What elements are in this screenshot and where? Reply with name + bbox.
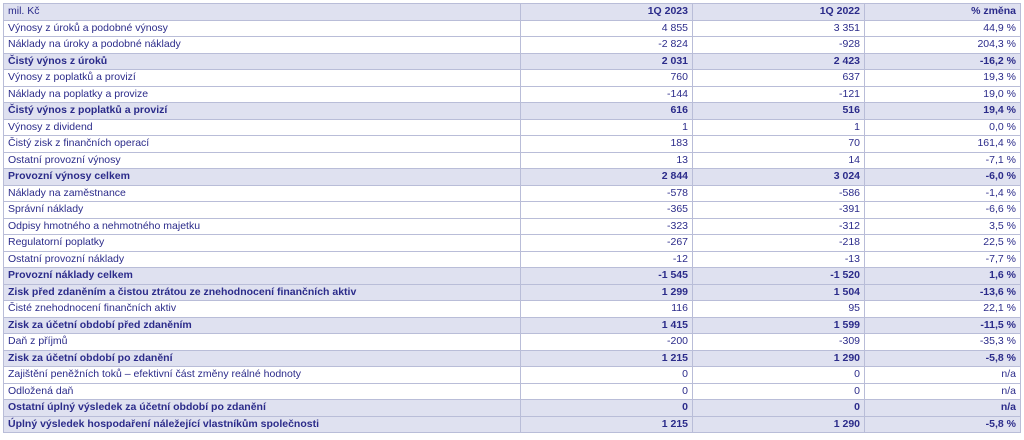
row-value-1q-2022: -121 xyxy=(693,86,865,103)
table-row-subtotal xyxy=(4,53,1021,70)
row-value-1q-2023: 1 215 xyxy=(521,350,693,367)
row-value-1q-2023: -365 xyxy=(521,202,693,219)
row-change-percent: 22,1 % xyxy=(865,301,1021,318)
row-value-1q-2022: 516 xyxy=(693,103,865,120)
row-value-1q-2023: 1 415 xyxy=(521,317,693,334)
row-label: Regulatorní poplatky xyxy=(4,235,521,252)
row-value-1q-2023: -267 xyxy=(521,235,693,252)
row-value-1q-2022: 1 599 xyxy=(693,317,865,334)
table-row xyxy=(4,70,1021,87)
row-value-1q-2023: 116 xyxy=(521,301,693,318)
row-label: Čistý zisk z finančních operací xyxy=(4,136,521,153)
row-change-percent: -5,8 % xyxy=(865,350,1021,367)
row-value-1q-2022: -13 xyxy=(693,251,865,268)
row-change-percent: n/a xyxy=(865,383,1021,400)
row-value-1q-2022: 1 504 xyxy=(693,284,865,301)
row-change-percent: -6,0 % xyxy=(865,169,1021,186)
row-label: Ostatní provozní náklady xyxy=(4,251,521,268)
row-value-1q-2022: -312 xyxy=(693,218,865,235)
row-change-percent: 44,9 % xyxy=(865,20,1021,37)
table-row xyxy=(4,20,1021,37)
row-label: Zisk před zdaněním a čistou ztrátou ze znehodnocení finančních aktiv xyxy=(4,284,521,301)
table-row xyxy=(4,218,1021,235)
table-row xyxy=(4,86,1021,103)
row-label: Provozní náklady celkem xyxy=(4,268,521,285)
table-row-subtotal xyxy=(4,350,1021,367)
row-label: Provozní výnosy celkem xyxy=(4,169,521,186)
table-row xyxy=(4,301,1021,318)
row-change-percent: -1,4 % xyxy=(865,185,1021,202)
row-change-percent: -16,2 % xyxy=(865,53,1021,70)
row-value-1q-2023: 2 844 xyxy=(521,169,693,186)
row-label: Úplný výsledek hospodaření náležející vlastníkům společnosti xyxy=(4,416,521,433)
row-value-1q-2023: -12 xyxy=(521,251,693,268)
table-row-subtotal xyxy=(4,400,1021,417)
row-value-1q-2022: -1 520 xyxy=(693,268,865,285)
row-label: Výnosy z úroků a podobné výnosy xyxy=(4,20,521,37)
row-label: Náklady na zaměstnance xyxy=(4,185,521,202)
row-label: Výnosy z poplatků a provizí xyxy=(4,70,521,87)
row-value-1q-2022: 1 xyxy=(693,119,865,136)
row-label: Čistý výnos z poplatků a provizí xyxy=(4,103,521,120)
row-label: Zisk za účetní období před zdaněním xyxy=(4,317,521,334)
row-value-1q-2023: 1 215 xyxy=(521,416,693,433)
row-change-percent: -5,8 % xyxy=(865,416,1021,433)
table-row xyxy=(4,334,1021,351)
row-value-1q-2022: 3 024 xyxy=(693,169,865,186)
row-value-1q-2022: -309 xyxy=(693,334,865,351)
income-statement-table xyxy=(3,3,1021,433)
row-value-1q-2023: 13 xyxy=(521,152,693,169)
table-row-subtotal xyxy=(4,103,1021,120)
row-change-percent: 1,6 % xyxy=(865,268,1021,285)
row-value-1q-2022: 2 423 xyxy=(693,53,865,70)
row-value-1q-2023: 183 xyxy=(521,136,693,153)
row-change-percent: -11,5 % xyxy=(865,317,1021,334)
row-change-percent: -35,3 % xyxy=(865,334,1021,351)
table-row xyxy=(4,136,1021,153)
table-row-subtotal xyxy=(4,317,1021,334)
table-row xyxy=(4,383,1021,400)
header-1q-2023: 1Q 2023 xyxy=(521,4,693,21)
row-value-1q-2022: 637 xyxy=(693,70,865,87)
row-change-percent: n/a xyxy=(865,367,1021,384)
row-value-1q-2023: 760 xyxy=(521,70,693,87)
row-label: Náklady na poplatky a provize xyxy=(4,86,521,103)
row-label: Odložená daň xyxy=(4,383,521,400)
row-label: Daň z příjmů xyxy=(4,334,521,351)
table-row xyxy=(4,251,1021,268)
table-row xyxy=(4,119,1021,136)
header-unit-label: mil. Kč xyxy=(4,4,521,21)
row-value-1q-2023: 616 xyxy=(521,103,693,120)
table-row xyxy=(4,37,1021,54)
table-row-subtotal xyxy=(4,169,1021,186)
row-value-1q-2022: -218 xyxy=(693,235,865,252)
row-value-1q-2023: 2 031 xyxy=(521,53,693,70)
row-value-1q-2023: -200 xyxy=(521,334,693,351)
row-value-1q-2022: 14 xyxy=(693,152,865,169)
row-value-1q-2022: 3 351 xyxy=(693,20,865,37)
row-change-percent: -13,6 % xyxy=(865,284,1021,301)
row-change-percent: 19,4 % xyxy=(865,103,1021,120)
row-value-1q-2022: -928 xyxy=(693,37,865,54)
row-value-1q-2022: 0 xyxy=(693,400,865,417)
row-change-percent: -7,1 % xyxy=(865,152,1021,169)
row-value-1q-2023: 0 xyxy=(521,367,693,384)
row-label: Zajištění peněžních toků – efektivní část změny reálné hodnoty xyxy=(4,367,521,384)
header-1q-2022: 1Q 2022 xyxy=(693,4,865,21)
row-value-1q-2022: 95 xyxy=(693,301,865,318)
row-value-1q-2023: -2 824 xyxy=(521,37,693,54)
row-change-percent: n/a xyxy=(865,400,1021,417)
table-row xyxy=(4,185,1021,202)
row-value-1q-2023: -1 545 xyxy=(521,268,693,285)
table-row xyxy=(4,235,1021,252)
table-row-subtotal xyxy=(4,268,1021,285)
financial-table-container xyxy=(3,3,1021,433)
row-value-1q-2022: 70 xyxy=(693,136,865,153)
row-label: Náklady na úroky a podobné náklady xyxy=(4,37,521,54)
row-value-1q-2023: 4 855 xyxy=(521,20,693,37)
row-change-percent: -6,6 % xyxy=(865,202,1021,219)
row-value-1q-2022: 0 xyxy=(693,383,865,400)
table-row-subtotal xyxy=(4,284,1021,301)
table-header-row xyxy=(4,4,1021,21)
row-value-1q-2022: -586 xyxy=(693,185,865,202)
row-label: Odpisy hmotného a nehmotného majetku xyxy=(4,218,521,235)
row-label: Čistý výnos z úroků xyxy=(4,53,521,70)
table-row xyxy=(4,152,1021,169)
table-body xyxy=(4,20,1021,433)
row-value-1q-2023: -323 xyxy=(521,218,693,235)
row-change-percent: 3,5 % xyxy=(865,218,1021,235)
row-label: Správní náklady xyxy=(4,202,521,219)
table-row xyxy=(4,367,1021,384)
row-change-percent: -7,7 % xyxy=(865,251,1021,268)
row-value-1q-2023: -144 xyxy=(521,86,693,103)
row-value-1q-2023: 1 299 xyxy=(521,284,693,301)
row-value-1q-2022: 1 290 xyxy=(693,416,865,433)
row-label: Výnosy z dividend xyxy=(4,119,521,136)
row-value-1q-2023: 0 xyxy=(521,400,693,417)
row-change-percent: 22,5 % xyxy=(865,235,1021,252)
row-change-percent: 161,4 % xyxy=(865,136,1021,153)
header-change-percent: % změna xyxy=(865,4,1021,21)
row-label: Čisté znehodnocení finančních aktiv xyxy=(4,301,521,318)
row-label: Ostatní úplný výsledek za účetní období po zdanění xyxy=(4,400,521,417)
row-value-1q-2023: 1 xyxy=(521,119,693,136)
row-change-percent: 0,0 % xyxy=(865,119,1021,136)
row-value-1q-2022: 1 290 xyxy=(693,350,865,367)
row-value-1q-2022: -391 xyxy=(693,202,865,219)
row-value-1q-2023: 0 xyxy=(521,383,693,400)
row-label: Ostatní provozní výnosy xyxy=(4,152,521,169)
row-change-percent: 19,0 % xyxy=(865,86,1021,103)
row-label: Zisk za účetní období po zdanění xyxy=(4,350,521,367)
row-value-1q-2023: -578 xyxy=(521,185,693,202)
row-change-percent: 204,3 % xyxy=(865,37,1021,54)
row-value-1q-2022: 0 xyxy=(693,367,865,384)
table-row-subtotal xyxy=(4,416,1021,433)
row-change-percent: 19,3 % xyxy=(865,70,1021,87)
table-row xyxy=(4,202,1021,219)
